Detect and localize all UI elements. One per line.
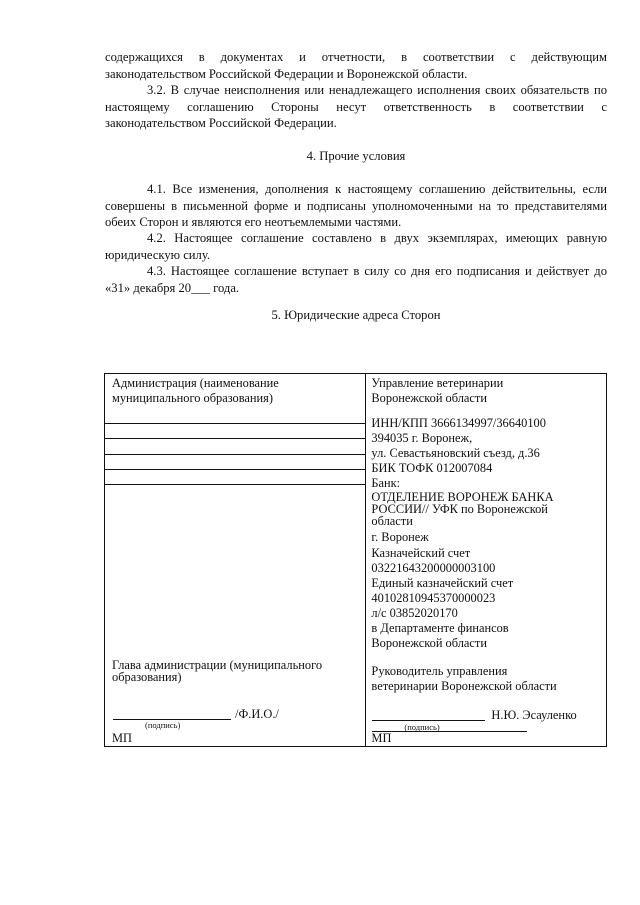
left-fio: /Ф.И.О./: [235, 707, 279, 721]
paragraph-continuation: содержащихся в документах и отчетности, в соответствии с действующим законодательством Российской Федерации и Воронежской области.: [105, 50, 607, 81]
blank-line: [105, 438, 365, 439]
right-personal-account: л/с 03852020170: [371, 606, 458, 620]
right-treasury-account: 03221643200000003100: [371, 561, 496, 575]
right-org-line-1: Управление ветеринарии: [371, 376, 504, 390]
right-org-line-2: Воронежской области: [371, 391, 487, 405]
right-bank-label: Банк:: [371, 476, 401, 490]
right-bik: БИК ТОФК 012007084: [371, 461, 493, 475]
right-inn-kpp: ИНН/КПП 3666134997/36640100: [371, 416, 546, 430]
right-city: г. Воронеж: [371, 530, 429, 544]
right-address-2: ул. Севастьяновский съезд, д.36: [371, 446, 540, 460]
section-heading-5: 5. Юридические адреса Сторон: [271, 308, 441, 322]
right-bank-line-1: ОТДЕЛЕНИЕ ВОРОНЕЖ БАНКА: [371, 490, 554, 504]
blank-line: [105, 484, 365, 485]
left-stamp-place: МП: [112, 731, 132, 745]
right-signature-caption: (подпись): [404, 722, 440, 732]
right-address-1: 394035 г. Воронеж,: [371, 431, 473, 445]
left-org-name: Администрация (наименование муниципального образования): [112, 376, 279, 405]
right-bank-line-2: РОССИИ// УФК по Воронежской: [371, 502, 548, 516]
right-head-line-2: ветеринарии Воронежской области: [371, 679, 557, 693]
paragraph-3-2: 3.2. В случае неисполнения или ненадлежащего исполнения своих обязательств по настоящему соглашению Стороны несут ответственность в соответствии с законодательством Российской Федерации.: [105, 83, 607, 130]
blank-line: [105, 423, 365, 424]
right-single-account: 40102810945370000023: [371, 591, 496, 605]
left-party-cell: [105, 374, 366, 747]
right-treasury-label: Казначейский счет: [371, 546, 471, 560]
addresses-table: [104, 373, 607, 747]
paragraph-4-2: 4.2. Настоящее соглашение составлено в двух экземплярах, имеющих равную юридическую силу.: [105, 231, 607, 262]
right-signature-underline: [372, 731, 527, 732]
left-signature-caption: (подпись): [145, 720, 181, 730]
right-signer-name: Н.Ю. Эсауленко: [491, 708, 577, 722]
right-single-label: Единый казначейский счет: [371, 576, 514, 590]
blank-line: [105, 469, 365, 470]
right-party-cell: [366, 374, 607, 747]
right-dept-line-2: Воронежской области: [371, 636, 487, 650]
section-heading-4: 4. Прочие условия: [306, 149, 406, 163]
right-dept-line-1: в Департаменте финансов: [371, 621, 509, 635]
right-stamp-place: МП: [371, 731, 392, 745]
paragraph-4-3: 4.3. Настоящее соглашение вступает в силу со дня его подписания и действует до «31» декабря 20___ года.: [105, 264, 607, 295]
blank-line: [105, 454, 365, 455]
paragraph-4-1: 4.1. Все изменения, дополнения к настоящему соглашению действительны, если совершены в письменной форме и подписаны уполномоченными на то представителями обеих Сторон и являются его неотъемлемыми частями.: [105, 182, 607, 229]
left-head-title: Глава администрации (муниципального образования): [112, 658, 323, 684]
right-head-line-1: Руководитель управления: [371, 664, 508, 678]
right-bank-line-3: области: [371, 514, 413, 528]
